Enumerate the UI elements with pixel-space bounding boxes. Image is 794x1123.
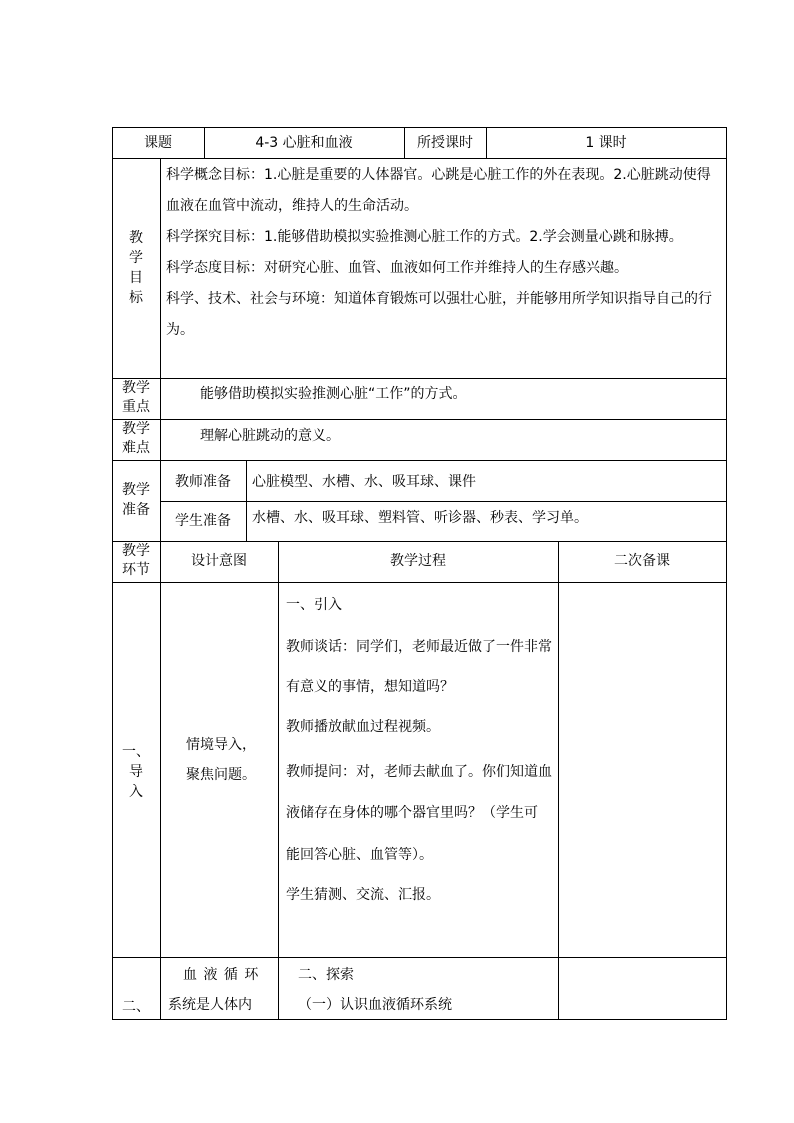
second-prep-header: 二次备课	[614, 553, 670, 569]
preparation-label-2: 准备	[122, 502, 150, 518]
process-header: 教学过程	[390, 553, 446, 569]
student-prep-label: 学生准备	[175, 513, 231, 529]
process-line: 二、探索	[298, 967, 354, 983]
grid-line	[160, 158, 161, 1020]
subject-title: 4-3 心脏和血液	[255, 135, 353, 151]
difficulty-text: 理解心脏跳动的意义。	[200, 428, 340, 444]
grid-line	[112, 378, 727, 379]
grid-line	[112, 957, 727, 958]
preparation-label-1: 教学	[122, 482, 150, 498]
process-line: 教师提问：对，老师去献血了。你们知道血	[286, 764, 552, 780]
process-line: 学生猜测、交流、汇报。	[286, 887, 440, 903]
grid-line	[558, 541, 559, 1020]
stage-2-intent-2: 系统是人体内	[168, 997, 252, 1013]
teacher-prep-label: 教师准备	[175, 474, 231, 490]
teacher-prep-items: 心脏模型、水槽、水、吸耳球、课件	[252, 474, 476, 490]
subject-label: 课题	[144, 135, 172, 151]
objective-concept: 科学概念目标：1.心脏是重要的人体器官。心跳是心脏工作的外在表现。2.心脏跳动使得血液在血管中流动，维持人的生命活动。	[166, 167, 711, 214]
stage-1-name: 导入	[129, 764, 143, 800]
class-hours-value: 1 课时	[585, 135, 627, 151]
process-line: 教师播放献血过程视频。	[286, 719, 440, 735]
key-point-label-1: 教学	[122, 380, 150, 396]
stage-1-intent-2: 聚焦问题。	[186, 767, 256, 783]
process-line: （一）认识血液循环系统	[298, 997, 452, 1013]
grid-line	[112, 419, 727, 420]
process-line: 有意义的事情，想知道吗？	[286, 679, 454, 695]
objectives-label: 教学目标	[129, 230, 143, 306]
key-point-label-2: 重点	[122, 399, 150, 415]
stage-2-number: 二、	[122, 999, 150, 1015]
stage-header-1: 教学	[122, 543, 150, 559]
process-line: 一、引入	[286, 597, 342, 613]
objective-attitude: 科学态度目标：对研究心脏、血管、血液如何工作并维持人的生存感兴趣。	[166, 260, 628, 276]
process-line: 液储存在身体的哪个器官里吗？（学生可	[286, 805, 538, 821]
grid-line	[112, 158, 727, 159]
process-line: 能回答心脏、血管等）。	[286, 847, 433, 863]
grid-line	[246, 460, 247, 541]
grid-line	[112, 541, 727, 542]
difficulty-label-1: 教学	[122, 421, 150, 437]
stage-header-2: 环节	[122, 562, 150, 578]
intent-header: 设计意图	[191, 553, 247, 569]
stage-1-number: 一、	[122, 744, 150, 760]
key-point-text: 能够借助模拟实验推测心脏“工作”的方式。	[200, 386, 467, 402]
grid-line	[278, 541, 279, 1020]
process-line: 教师谈话：同学们，老师最近做了一件非常	[286, 639, 552, 655]
grid-line	[112, 582, 727, 583]
student-prep-items: 水槽、水、吸耳球、塑料管、听诊器、秒表、学习单。	[252, 510, 588, 526]
difficulty-label-2: 难点	[122, 440, 150, 456]
stage-1-intent-1: 情境导入，	[186, 737, 256, 753]
grid-line	[726, 127, 727, 1020]
grid-line	[112, 460, 727, 461]
class-hours-label: 所授课时	[417, 135, 473, 151]
stage-2-intent-1: 血 液 循 环	[183, 967, 260, 983]
objective-inquiry: 科学探究目标：1.能够借助模拟实验推测心脏工作的方式。2.学会测量心跳和脉搏。	[166, 229, 683, 245]
grid-line	[112, 1019, 727, 1020]
objectives-content	[166, 160, 722, 346]
objective-stse: 科学、技术、社会与环境：知道体育锻炼可以强壮心脏，并能够用所学知识指导自己的行为。	[166, 291, 712, 338]
